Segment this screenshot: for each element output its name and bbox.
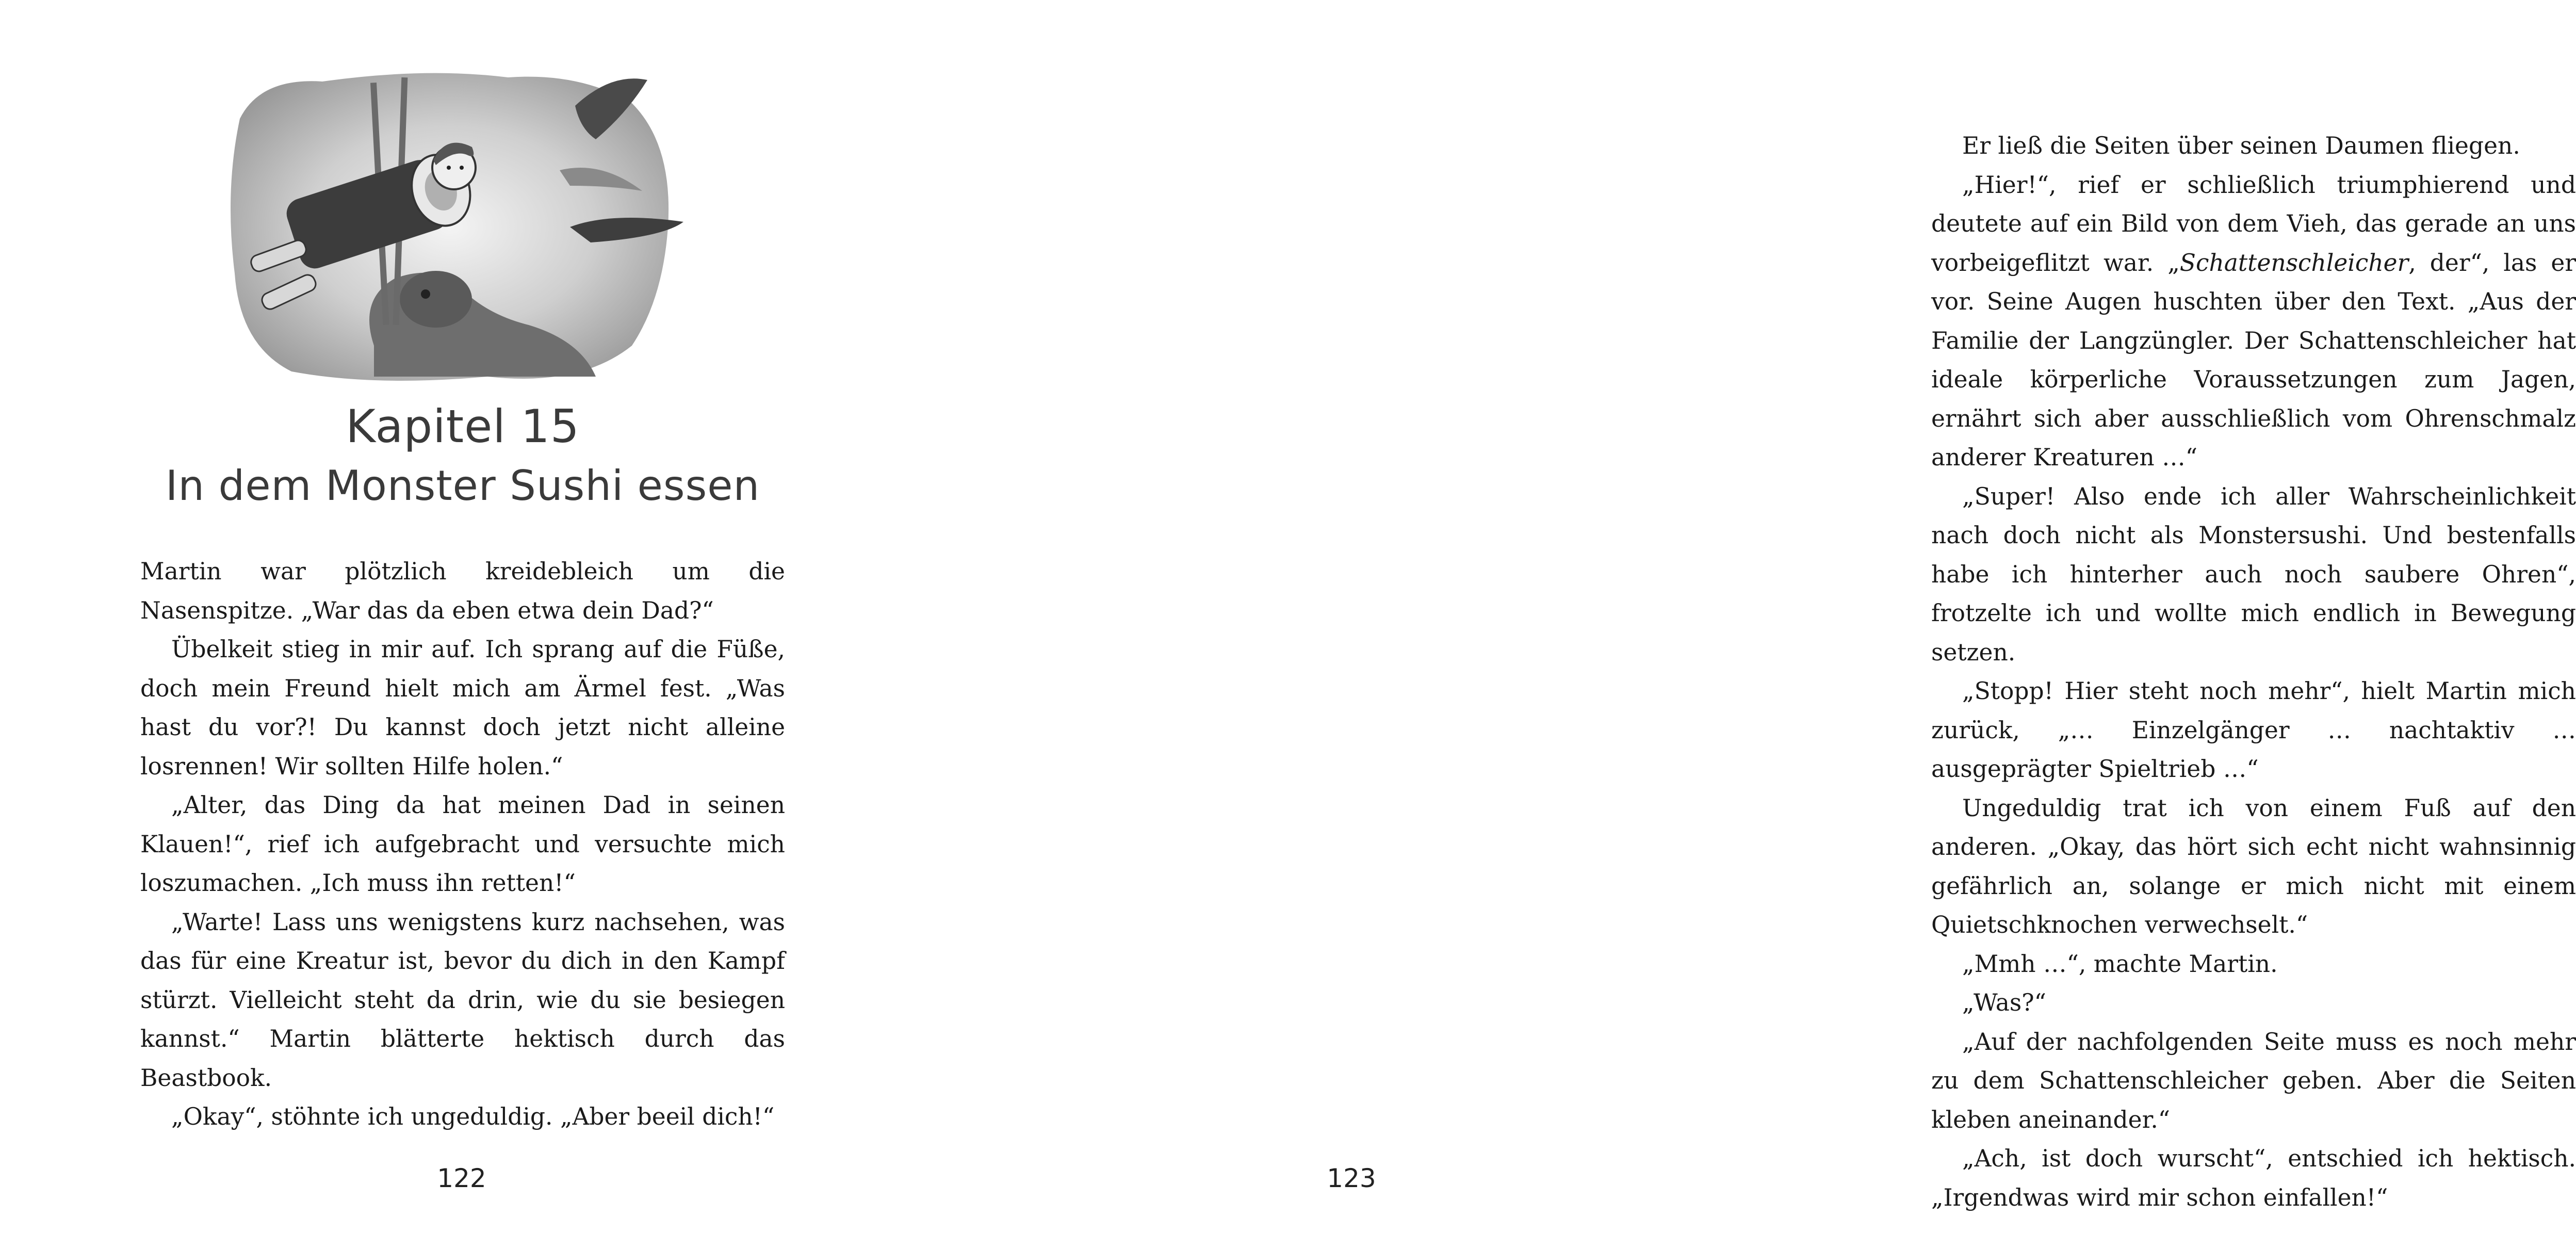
- paragraph: Er ließ die Seiten über seinen Daumen fliegen.: [1962, 132, 2520, 159]
- paragraph: Übelkeit stieg in mir auf. Ich sprang auf die Füße, doch mein Freund hielt mich am Ärmel fest. „Was hast du vor?! Du kannst doch jetzt nicht alleine losrennen! Wir sollten Hilfe holen.“: [140, 636, 785, 780]
- paragraph: „Stopp! Hier steht noch mehr“, hielt Martin mich zurück, „… Einzelgänger … nachtaktiv … ausgeprägter Spieltrieb …“: [1931, 677, 2576, 783]
- paragraph: „Mmh …“, machte Martin.: [1962, 950, 2278, 978]
- paragraph: „Warte! Lass uns wenigstens kurz nachsehen, was das für eine Kreatur ist, bevor du dich in den Kampf stürzt. Vielleicht steht da drin, wie du sie besiegen kannst.“ Martin blätterte hektisch durch das Beastbook.: [140, 908, 785, 1092]
- paragraph: „Ach, ist doch wurscht“, entschied ich hektisch. „Irgendwas wird mir schon einfallen!“: [1931, 1145, 2576, 1211]
- creature-name: Schattenschleicher: [2179, 249, 2409, 277]
- chapter-title: In dem Monster Sushi essen: [165, 462, 760, 510]
- paragraph: Ungeduldig trat ich von einem Fuß auf den anderen. „Okay, das hört sich echt nicht wahnsinnig gefährlich an, solange er mich nicht mit einem Quietschknochen verwechselt.“: [1931, 794, 2576, 938]
- paragraph-part: „Hier!“, rief er schließlich triumphierend und deutete auf ein Bild von dem Vieh, das gerade an uns vorbeigeflitzt war. „: [1931, 171, 2576, 277]
- left-page: [0, 0, 902, 1249]
- page-number-right: 123: [1327, 1163, 1376, 1193]
- right-page-text: [1931, 126, 2576, 1217]
- paragraph: „Super! Also ende ich aller Wahrscheinlichkeit nach doch nicht als Monstersushi. Und bestenfalls habe ich hinterher auch noch saubere Ohren“, frotzelte ich und wollte mich endlich in Bewegung setzen.: [1931, 482, 2576, 666]
- paragraph: „Was?“: [1962, 989, 2046, 1016]
- paragraph: [1931, 166, 2576, 477]
- page-number-left: 122: [437, 1163, 486, 1193]
- paragraph-part: , der“, las er vor. Seine Augen huschten über den Text. „Aus der Familie der Langzüngler. Der Schattenschleicher hat ideale körperliche Voraussetzungen zum Jagen, ernährt sich aber ausschließlich vom Ohrenschmalz anderer Kreaturen …“: [1931, 249, 2576, 471]
- chapter-number: Kapitel 15: [346, 400, 580, 453]
- right-page: [902, 0, 2576, 1249]
- paragraph: Martin war plötzlich kreidebleich um die Nasenspitze. „War das da eben etwa dein Dad?“: [140, 558, 785, 624]
- chapter-illustration: [219, 57, 694, 397]
- paragraph: „Alter, das Ding da hat meinen Dad in seinen Klauen!“, rief ich aufgebracht und versuchte mich loszumachen. „Ich muss ihn retten!“: [140, 791, 785, 897]
- paragraph: „Auf der nachfolgenden Seite muss es noch mehr zu dem Schattenschleicher geben. Aber die Seiten kleben aneinander.“: [1931, 1028, 2576, 1133]
- paragraph: „Okay“, stöhnte ich ungeduldig. „Aber beeil dich!“: [171, 1103, 775, 1130]
- left-page-text: [140, 552, 785, 1137]
